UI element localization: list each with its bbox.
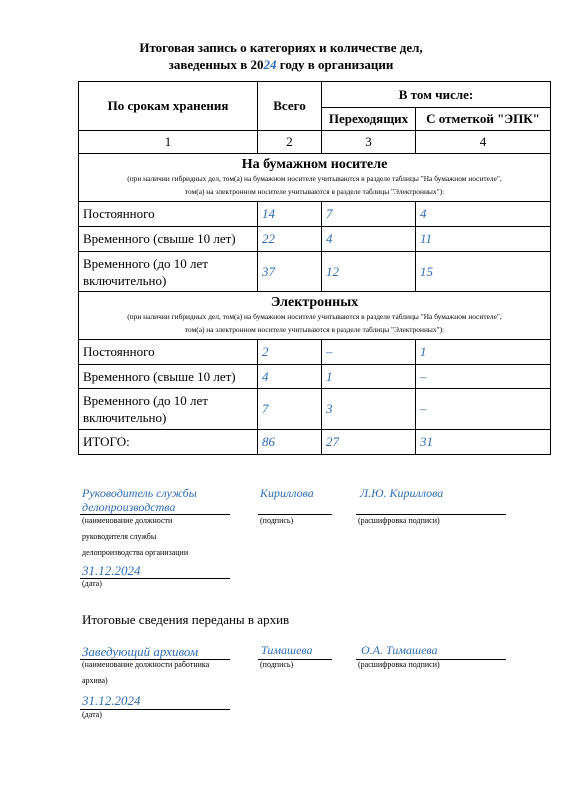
date-line xyxy=(80,709,230,710)
row-label: Постоянного xyxy=(79,340,258,365)
col-number-1: 1 xyxy=(79,131,258,154)
row-label: ИТОГО: xyxy=(79,430,258,455)
header-storage: По срокам хранения xyxy=(79,82,258,131)
section-note: (при наличии гибридных дел, том(а) на бумажном носителе учитываются в разделе таблицы "На бумажном носителе", том(а) на электронном носителе учитываются в разделе таблицы "Электронных"): xyxy=(127,174,502,196)
cell-epk: 31 xyxy=(416,430,551,455)
cell-transferring: 12 xyxy=(322,252,416,292)
cell-transferring: 27 xyxy=(322,430,416,455)
name-caption: (расшифровка подписи) xyxy=(358,660,440,669)
section-header-electronic xyxy=(79,292,551,340)
row-label: Временного (до 10 лет включительно) xyxy=(79,252,258,292)
signature-handwritten: Тимашева xyxy=(261,643,313,657)
date-caption: (дата) xyxy=(82,710,102,719)
section-header-paper xyxy=(79,154,551,202)
cell-epk: 1 xyxy=(416,340,551,365)
header-epk: С отметкой "ЭПК" xyxy=(416,108,551,131)
table-row xyxy=(79,389,551,430)
section-title: Электронных xyxy=(270,295,359,310)
header-including: В том числе: xyxy=(322,82,551,108)
date-handwritten: 31.12.2024 xyxy=(82,693,141,708)
cell-total: 14 xyxy=(258,202,322,227)
table-row xyxy=(79,252,551,292)
signature-caption: (подпись) xyxy=(260,660,294,669)
position-handwritten: Руководитель службы делопроизводства xyxy=(82,486,197,514)
cell-transferring: – xyxy=(322,340,416,365)
cell-total: 37 xyxy=(258,252,322,292)
col-number-4: 4 xyxy=(416,131,551,154)
title-line-1: Итоговая запись о категориях и количестве дел, xyxy=(139,40,423,55)
cell-epk: – xyxy=(416,389,551,430)
date-handwritten: 31.12.2024 xyxy=(82,563,141,578)
cell-total: 4 xyxy=(258,365,322,389)
cell-epk: 11 xyxy=(416,227,551,252)
name-caption: (расшифровка подписи) xyxy=(358,516,440,525)
row-label: Постоянного xyxy=(79,202,258,227)
cell-total: 2 xyxy=(258,340,322,365)
archive-heading: Итоговые сведения переданы в архив xyxy=(82,612,290,627)
name-handwritten: Л.Ю. Кириллова xyxy=(360,486,444,500)
table-row xyxy=(79,340,551,365)
cell-total: 86 xyxy=(258,430,322,455)
cell-transferring: 1 xyxy=(322,365,416,389)
section-note: (при наличии гибридных дел, том(а) на бумажном носителе учитываются в разделе таблицы "На бумажном носителе", том(а) на электронном носителе учитываются в разделе таблицы "Электронных"): xyxy=(127,312,502,334)
cell-transferring: 3 xyxy=(322,389,416,430)
document-title xyxy=(0,39,562,73)
col-number-3: 3 xyxy=(322,131,416,154)
table-row xyxy=(79,227,551,252)
row-label: Временного (свыше 10 лет) xyxy=(79,365,258,389)
summary-table xyxy=(78,81,551,455)
cell-epk: – xyxy=(416,365,551,389)
cell-total: 7 xyxy=(258,389,322,430)
signature-caption: (подпись) xyxy=(260,516,294,525)
position-caption: (наименование должности руководителя службы делопроизводства организации xyxy=(82,516,189,557)
col-number-2: 2 xyxy=(258,131,322,154)
position-handwritten: Заведующий архивом xyxy=(82,644,199,659)
table-row xyxy=(79,365,551,389)
row-label: Временного (до 10 лет включительно) xyxy=(79,389,258,430)
position-caption: (наименование должности работника архива) xyxy=(82,660,210,685)
section-title: На бумажном носителе xyxy=(241,157,388,172)
total-row xyxy=(79,430,551,455)
date-caption: (дата) xyxy=(82,579,102,588)
header-transferring: Переходящих xyxy=(322,108,416,131)
cell-transferring: 4 xyxy=(322,227,416,252)
cell-transferring: 7 xyxy=(322,202,416,227)
table-row xyxy=(79,202,551,227)
cell-total: 22 xyxy=(258,227,322,252)
row-label: Временного (свыше 10 лет) xyxy=(79,227,258,252)
name-handwritten: О.А. Тимашева xyxy=(361,643,438,657)
cell-epk: 15 xyxy=(416,252,551,292)
title-year: 24 xyxy=(263,57,277,72)
title-line-2: заведенных в 2024 году в организации xyxy=(168,57,394,72)
cell-epk: 4 xyxy=(416,202,551,227)
signature-handwritten: Кириллова xyxy=(260,486,314,500)
date-line xyxy=(80,578,230,579)
header-total: Всего xyxy=(258,82,322,131)
